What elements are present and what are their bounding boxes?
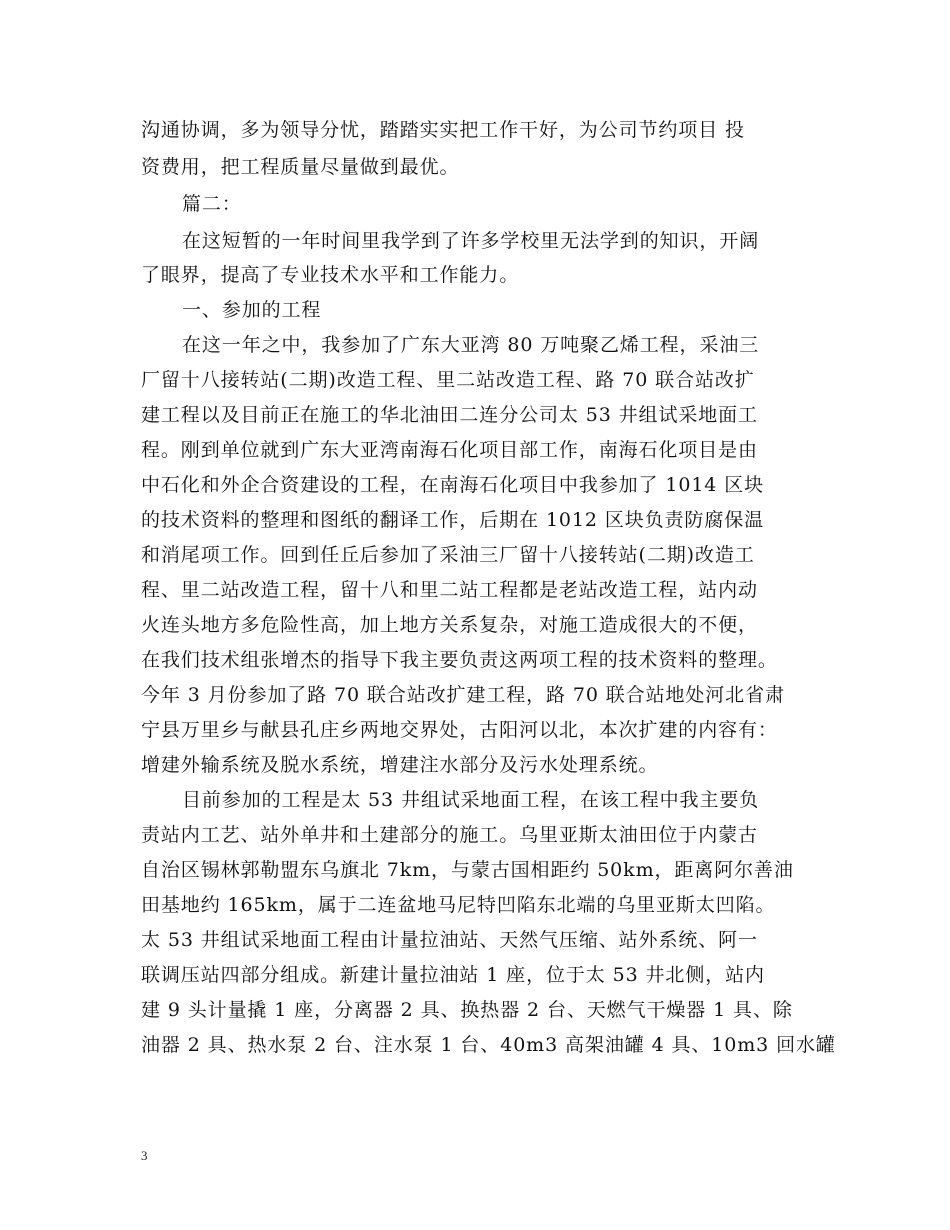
text-line: 中石化和外企合资建设的工程，在南海石化项目中我参加了 1014 区块 (141, 474, 765, 496)
text-line: 程、里二站改造工程，留十八和里二站工程都是老站改造工程，站内动 (141, 579, 758, 601)
text-line: 沟通协调，多为领导分忧，踏踏实实把工作干好，为公司节约项目 投 (141, 119, 745, 141)
page-number: 3 (141, 1148, 148, 1163)
text-line: 增建外输系统及脱水系统，增建注水部分及污水处理系统。 (141, 754, 659, 776)
text-line: 自治区锡林郭勒盟东乌旗北 7km，与蒙古国相距约 50km，距离阿尔善油 (141, 859, 794, 881)
text-line: 篇二： (182, 193, 242, 215)
text-line: 厂留十八接转站(二期)改造工程、里二站改造工程、路 70 联合站改扩 (141, 369, 755, 391)
text-line: 宁县万里乡与献县孔庄乡两地交界处，古阳河以北，本次扩建的内容有： (141, 719, 778, 741)
text-line: 在这一年之中，我参加了广东大亚湾 80 万吨聚乙烯工程，采油三 (182, 334, 760, 356)
text-line: 了眼界，提高了专业技术水平和工作能力。 (141, 264, 520, 286)
text-line: 油器 2 具、热水泵 2 台、注水泵 1 台、40m3 高架油罐 4 具、10m3 回水罐 (141, 1034, 836, 1056)
text-line: 联调压站四部分组成。新建计量拉油站 1 座，位于太 53 井北侧，站内 (141, 964, 765, 986)
text-line: 资费用，把工程质量尽量做到最优。 (141, 156, 460, 178)
text-line: 火连头地方多危险性高，加上地方关系复杂，对施工造成很大的不便， (141, 614, 758, 636)
text-line: 目前参加的工程是太 53 井组试采地面工程，在该工程中我主要负 (182, 789, 760, 811)
text-line: 太 53 井组试采地面工程由计量拉油站、天然气压缩、站外系统、阿一 (141, 929, 758, 951)
text-line: 的技术资料的整理和图纸的翻译工作，后期在 1012 区块负责防腐保温 (141, 509, 765, 531)
text-line: 责站内工艺、站外单井和土建部分的施工。乌里亚斯太油田位于内蒙古 (141, 824, 758, 846)
text-line: 建工程以及目前正在施工的华北油田二连分公司太 53 井组试采地面工 (141, 404, 758, 426)
text-line: 在我们技术组张增杰的指导下我主要负责这两项工程的技术资料的整理。 (141, 649, 778, 671)
text-line: 和消尾项工作。回到任丘后参加了采油三厂留十八接转站(二期)改造工 (141, 544, 755, 566)
text-line: 今年 3 月份参加了路 70 联合站改扩建工程，路 70 联合站地处河北省肃 (141, 684, 785, 706)
text-line: 田基地约 165km，属于二连盆地马尼特凹陷东北端的乌里亚斯太凹陷。 (141, 894, 776, 916)
text-line: 建 9 头计量撬 1 座，分离器 2 具、换热器 2 台、天燃气干燥器 1 具、除 (141, 999, 793, 1021)
text-line: 程。刚到单位就到广东大亚湾南海石化项目部工作，南海石化项目是由 (141, 439, 758, 461)
text-line: 一、参加的工程 (182, 299, 322, 321)
text-line: 在这短暂的一年时间里我学到了许多学校里无法学到的知识，开阔 (182, 230, 760, 252)
